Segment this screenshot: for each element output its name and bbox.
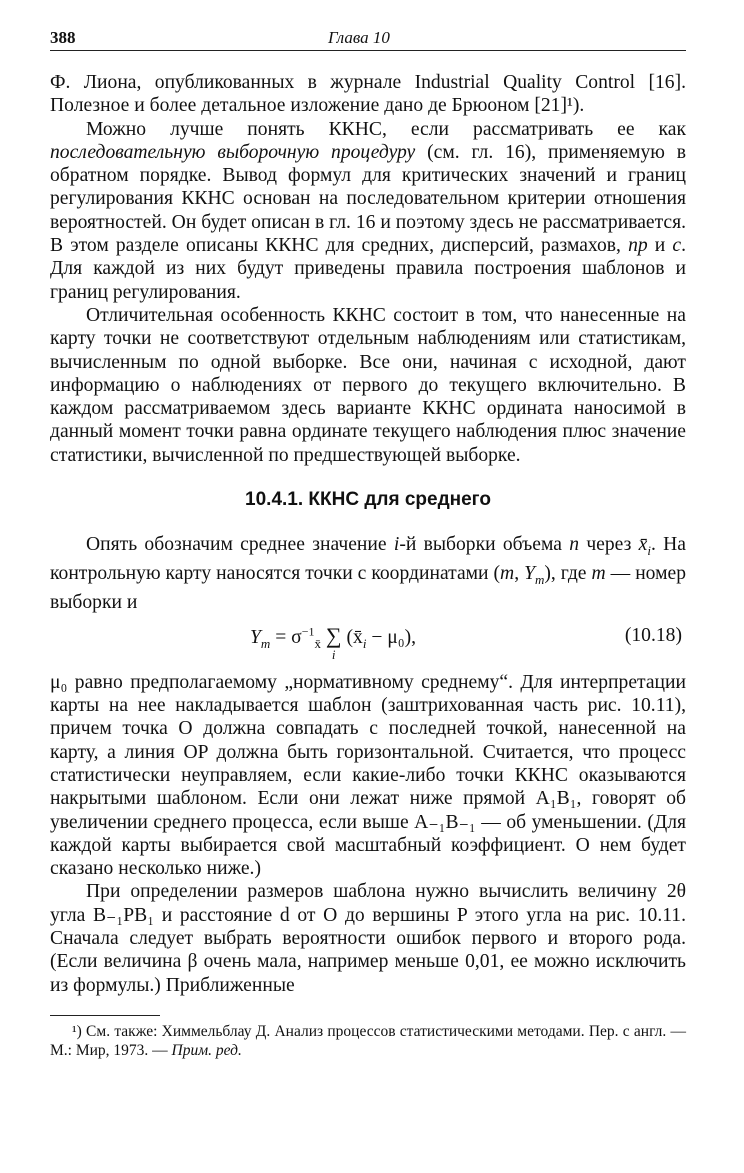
equation-10-18 [50,615,686,671]
summation-symbol: ∑ i [325,622,342,662]
section-heading: 10.4.1. ККНС для среднего [245,489,491,511]
page-header [50,28,686,51]
paragraph-5: μ₀ равно предполагаемому „нормативному среднему“. Для интерпретации карты на нее накладывается шаблон (заштрихованная часть рис. 10.11), причем точка O должна совпадать с последней точкой, нанесенной на карту, а линия OP должна быть горизонтальной. Считается, что процесс статистически неуправляем, если какие-либо точки ККНС оказываются накрытыми шаблоном. Если они лежат ниже прямой A₁B₁, говорят об увеличении среднего процесса, если выше A₋₁B₋₁ — об уменьшении. (Для каждой карты выбирается свой масштабный коэффициент. О нем будет сказано несколько ниже.) [50,671,686,880]
equation-number: (10.18) [624,624,682,646]
paragraph-6: При определении размеров шаблона нужно вычислить величину 2θ угла B₋₁PB₁ и расстояние d от O до вершины P этого угла на рис. 10.11. Сначала следует выбрать вероятности ошибок первого и второго рода. (Если величина β очень мала, например меньше 0,01, ее можно исключить из формулы.) Приближенные [50,881,686,996]
footnote-rule [50,1015,160,1016]
paragraph-3: Отличительная особенность ККНС состоит в том, что нанесенные на карту точки не соответствуют отдельным наблюдениям или статистикам, вычисленным по одной выборке. Все они, начиная с исходной, дают информацию о наблюдениях от первого до текущего включительно. В каждом рассматриваемом здесь варианте ККНС ордината наносимой в данный момент точки равна ординате текущего наблюдения плюс значение статистики, вычисленной по предшествующей выборке. [50,304,686,466]
paragraph-2: Можно лучше понять ККНС, если рассматривать ее как последовательную выборочную процедуру (см. гл. 16), применяемую в обратном порядке. Вывод формул для критических значений и границ регулирования ККНС основан на последовательном критерии отношения вероятностей. Он будет описан в гл. 16 и поэтому здесь не рассматривается. В этом разделе описаны ККНС для средних, дисперсий, размахов, np и c. Для каждой из них будут приведены правила построения шаблонов и границ регулирования. [50,118,686,303]
paragraph-4: Опять обозначим среднее значение i-й выборки объема n через $x̄_i$. На контрольную карту наносятся точки с координатами (m, $Y_m$), где m — номер выборки и [50,534,686,614]
chapter-title: Глава 10 [328,28,390,47]
page-number: 388 [50,28,76,47]
paragraph-1: Ф. Лиона, опубликованных в журнале Industrial Quality Control [16]. Полезное и более детальное изложение дано де Брюоном [21]¹). [50,72,686,117]
emphasis-sequential-procedure: последовательную выборочную процедуру [50,141,416,163]
equation-formula: $Y_m = \sigma^{-1}_{x̄}$ ∑ i $(x̄_i - \mu_0)$, [250,622,417,662]
footnote: ¹) См. также: Химмельблау Д. Анализ процессов статистическими методами. Пер. с англ. — М.: Мир, 1973. — Прим. ред. [50,1022,686,1059]
page [50,28,686,1060]
